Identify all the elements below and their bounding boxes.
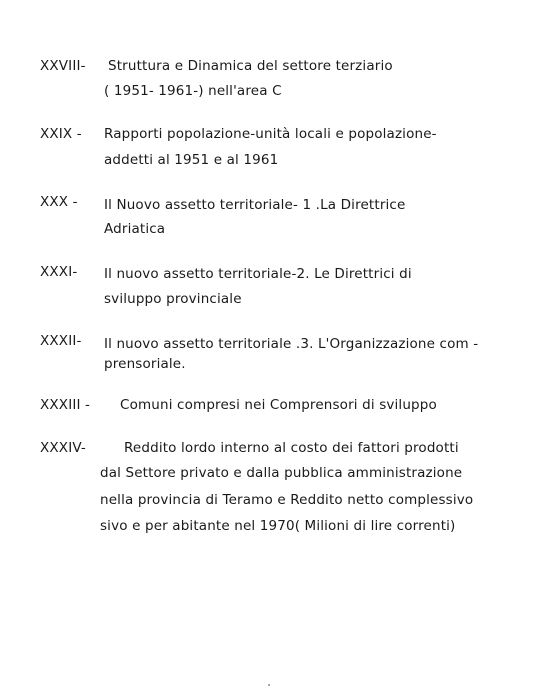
entry-text-line: nella provincia di Teramo e Reddito netto complessivo [100,492,474,508]
entry-number: XXXII- [40,333,82,349]
entry-number: XXVIII- [40,58,86,74]
entry-text-line: Il nuovo assetto territoriale-2. Le Direttrici di [104,266,412,282]
entry-text-line: addetti al 1951 e al 1961 [104,152,279,168]
entry-text-line: dal Settore privato e dalla pubblica amministrazione [100,465,463,481]
entry-number: XXXIV- [40,440,86,456]
entry-number: XXIX - [40,126,82,142]
entry-text-line: ( 1951- 1961-) nell'area C [104,83,282,99]
entry-number: XXXIII - [40,397,91,413]
scan-speck [268,684,270,686]
entry-text-line: Il Nuovo assetto territoriale- 1 .La Direttrice [104,197,406,213]
entry-text-line: Il nuovo assetto territoriale .3. L'Organizzazione com - [104,336,479,352]
entry-text-line: prensoriale. [104,356,186,372]
entry-text-line: Comuni compresi nei Comprensori di sviluppo [120,397,437,413]
entry-text-line: Rapporti popolazione-unità locali e popolazione- [104,126,437,142]
entry-text-line: Adriatica [104,221,166,237]
entry-number: XXX - [40,194,78,210]
entry-number: XXXI- [40,264,78,280]
entry-text-line: Reddito lordo interno al costo dei fattori prodotti [124,440,459,456]
entry-text-line: Struttura e Dinamica del settore terziario [108,58,393,74]
entry-text-line: sviluppo provinciale [104,291,242,307]
entry-text-line: sivo e per abitante nel 1970( Milioni di lire correnti) [100,518,456,534]
